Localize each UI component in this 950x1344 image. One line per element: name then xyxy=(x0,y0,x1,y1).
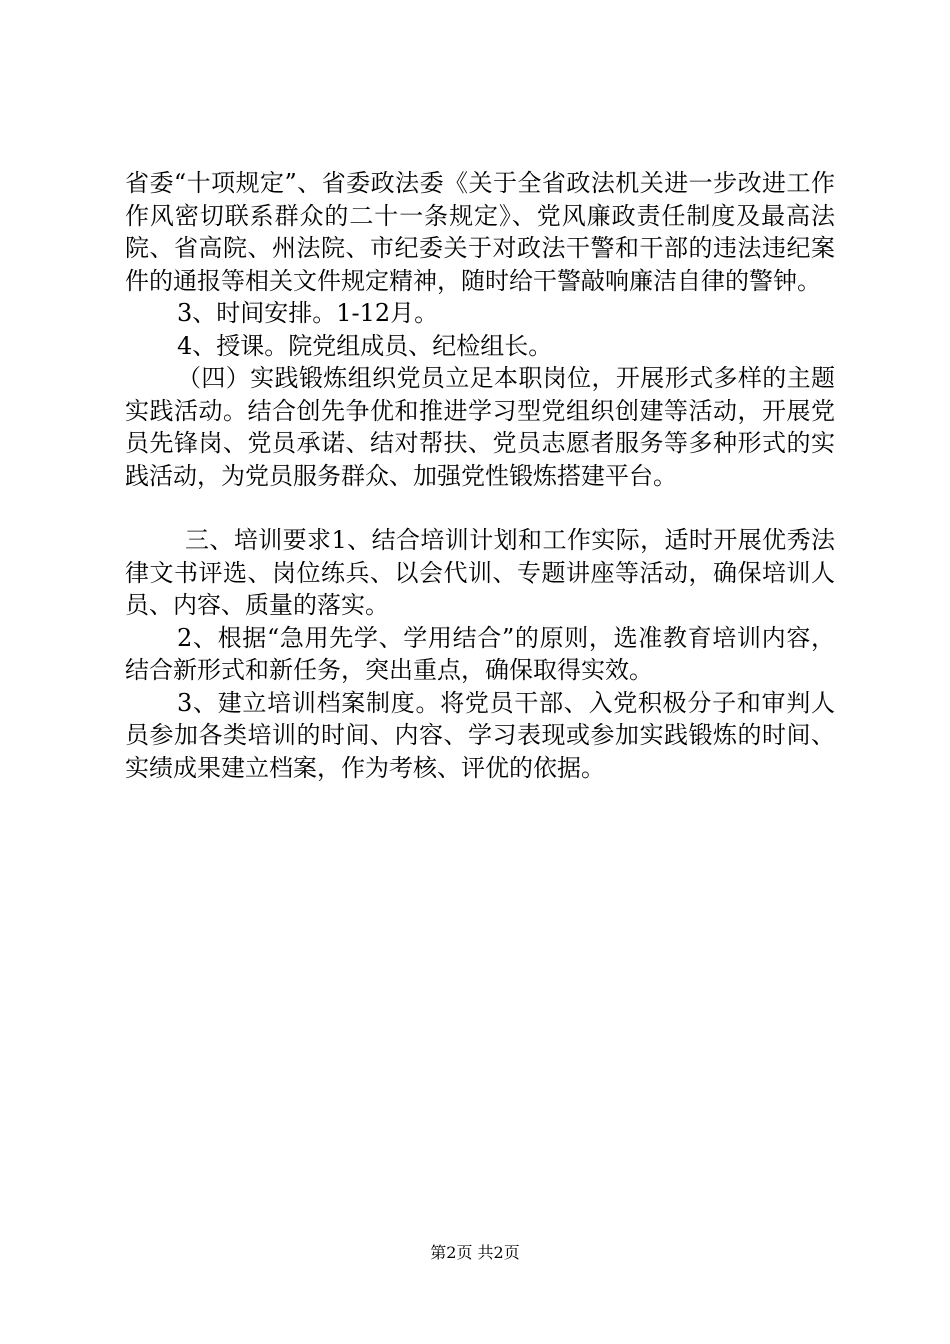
paragraph-schedule: 3、时间安排。1-12月。 xyxy=(177,299,439,327)
page-number-footer: 第2页 共2页 xyxy=(430,1243,520,1262)
document-body xyxy=(125,167,835,784)
paragraph-lecturers: 4、授课。院党组成员、纪检组长。 xyxy=(177,331,553,360)
paragraph-principle: 2、根据“急用先学、学用结合”的原则，选准教育培训内容，结合新形式和新任务，突出重点，确保取得实效。 xyxy=(125,623,835,684)
paragraph-training-requirements: 三、培训要求1、结合培训计划和工作实际，适时开展优秀法律文书评选、岗位练兵、以会代训、专题讲座等活动，确保培训人员、内容、质量的落实。 xyxy=(125,526,835,619)
paragraph-regulations: 省委“十项规定”、省委政法委《关于全省政法机关进一步改进工作作风密切联系群众的二十一条规定》、党风廉政责任制度及最高法院、省高院、州法院、市纪委关于对政法干警和干部的违法违纪案件的通报等相关文件规定精神，随时给干警敲响廉洁自律的警钟。 xyxy=(125,169,835,295)
paragraph-archive: 3、建立培训档案制度。将党员干部、入党积极分子和审判人员参加各类培训的时间、内容、学习表现或参加实践锻炼的时间、实绩成果建立档案，作为考核、评优的依据。 xyxy=(125,688,835,782)
paragraph-practice: （四）实践锻炼组织党员立足本职岗位，开展形式多样的主题实践活动。结合创先争优和推进学习型党组织创建等活动，开展党员先锋岗、党员承诺、结对帮扶、党员志愿者服务等多种形式的实践活动，为党员服务群众、加强党性锻炼搭建平台。 xyxy=(125,364,835,490)
paragraph-spacer xyxy=(125,492,835,524)
